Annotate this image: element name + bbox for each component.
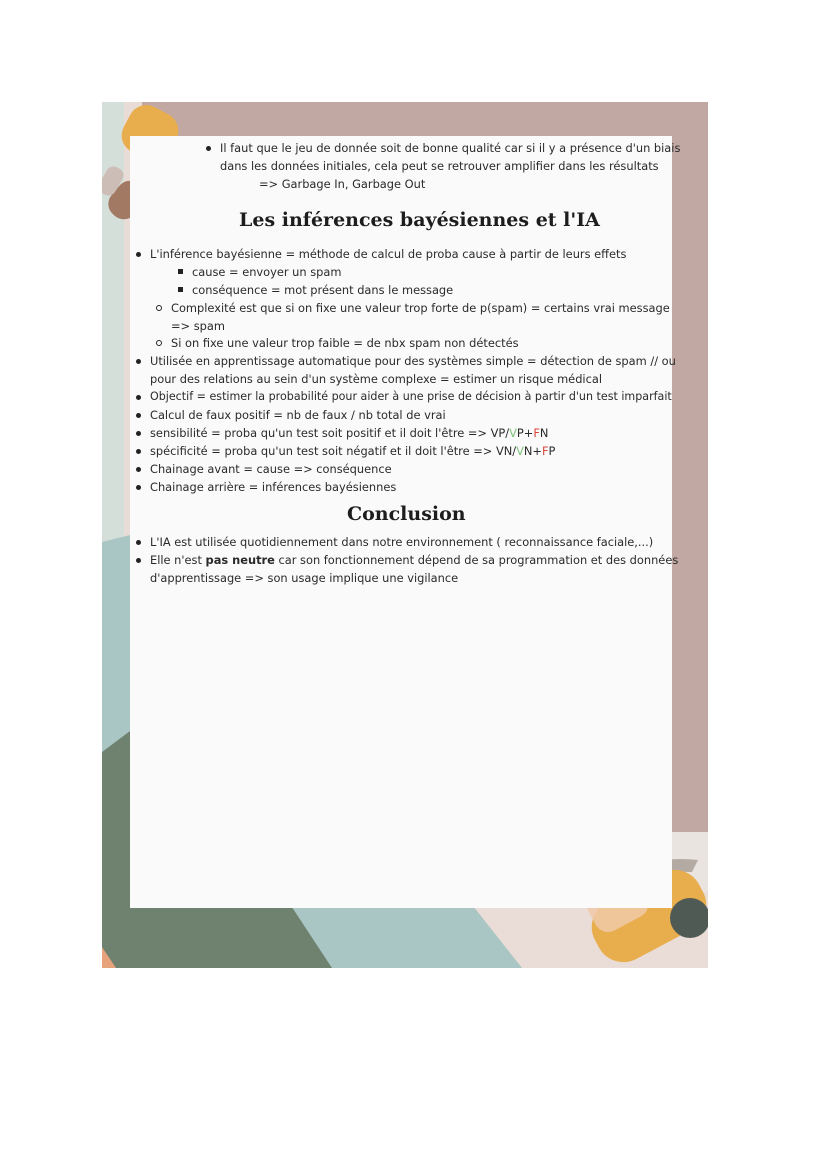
- bullet-dot: [136, 395, 141, 400]
- specificity-formula: spécificité = proba qu'un test soit négatif et il doit l'être => VN/VN+FP: [150, 444, 556, 458]
- intro-line-1: Il faut que le jeu de donnée soit de bonne qualité car si il y a présence d'un biais: [220, 141, 681, 155]
- bayes-objective: Objectif = estimer la probabilité pour aider à une prise de décision à partir d'un test imparfait: [150, 390, 672, 403]
- bayes-low-value: Si on fixe une valeur trop faible = de nbx spam non détectés: [171, 336, 519, 350]
- bullet-dot: [136, 558, 141, 563]
- intro-line-3: => Garbage In, Garbage Out: [259, 177, 426, 191]
- circle-bullet: [156, 340, 162, 346]
- bayes-complexity-1: Complexité est que si on fixe une valeur trop forte de p(spam) = certains vrai message: [171, 301, 670, 315]
- bayes-usage-1: Utilisée en apprentissage automatique pour des systèmes simple = détection de spam // ou: [150, 354, 676, 368]
- bullet-dot: [136, 413, 141, 418]
- bullet-dot: [206, 146, 211, 151]
- false-positive-calc: Calcul de faux positif = nb de faux / nb total de vrai: [150, 408, 446, 422]
- bayes-cause: cause = envoyer un spam: [192, 265, 342, 279]
- forward-chaining: Chainage avant = cause => conséquence: [150, 462, 392, 476]
- bayes-definition: L'inférence bayésienne = méthode de calcul de proba cause à partir de leurs effets: [150, 247, 627, 261]
- bayes-usage-2: pour des relations au sein d'un système complexe = estimer un risque médical: [150, 372, 602, 386]
- square-bullet: [178, 287, 183, 292]
- intro-line-2: dans les données initiales, cela peut se retrouver amplifier dans les résultats: [220, 159, 659, 173]
- bullet-dot: [136, 540, 141, 545]
- bullet-dot: [136, 252, 141, 257]
- section-title-bayes: Les inférences bayésiennes et l'IA: [239, 209, 600, 231]
- section-title-conclusion: Conclusion: [347, 503, 466, 525]
- bayes-consequence: conséquence = mot présent dans le message: [192, 283, 454, 297]
- bullet-dot: [136, 467, 141, 472]
- square-bullet: [178, 269, 183, 274]
- sensitivity-formula: sensibilité = proba qu'un test soit positif et il doit l'être => VP/VP+FN: [150, 426, 549, 440]
- bullet-dot: [136, 485, 141, 490]
- bullet-dot: [136, 449, 141, 454]
- backward-chaining: Chainage arrière = inférences bayésiennes: [150, 480, 397, 494]
- bayes-complexity-2: => spam: [171, 319, 225, 333]
- bullet-dot: [136, 431, 141, 436]
- conclusion-line-1: L'IA est utilisée quotidiennement dans notre environnement ( reconnaissance faciale,...): [150, 535, 654, 549]
- conclusion-line-2: Elle n'est pas neutre car son fonctionnement dépend de sa programmation et des données: [150, 553, 679, 567]
- circle-bullet: [156, 305, 162, 311]
- bullet-dot: [136, 359, 141, 364]
- conclusion-line-3: d'apprentissage => son usage implique une vigilance: [150, 571, 459, 585]
